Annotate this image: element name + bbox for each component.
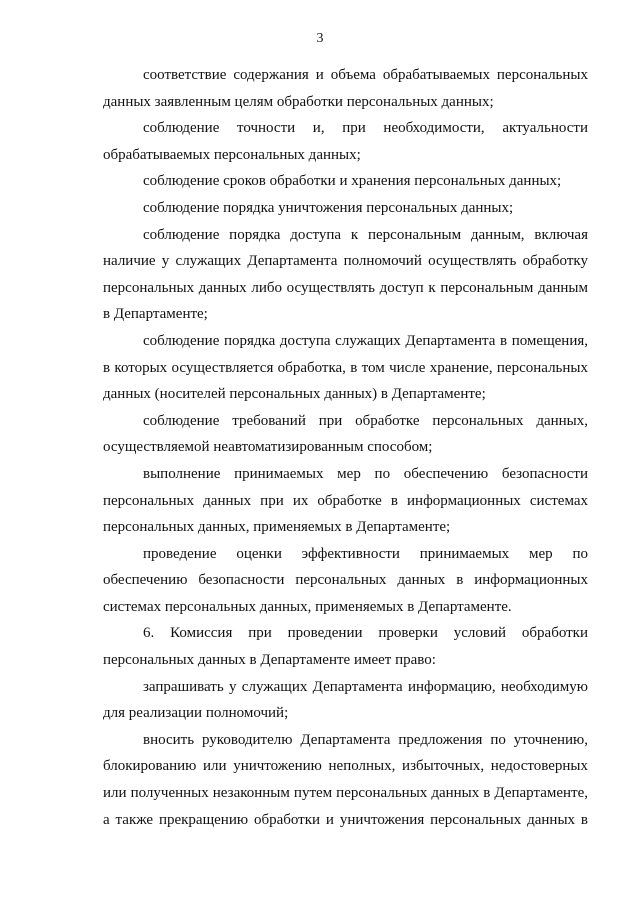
paragraph: запрашивать у служащих Департамента информацию, необходимую для реализации полномочий; xyxy=(103,678,588,722)
paragraph: соблюдение сроков обработки и хранения персональных данных; xyxy=(143,173,562,190)
paragraph: соответствие содержания и объема обрабатываемых персональных данных заявленным целям обработки персональных данных; xyxy=(103,67,588,110)
page-number: 3 xyxy=(316,31,324,46)
paragraph: соблюдение точности и, при необходимости, актуальности обрабатываемых персональных данных; xyxy=(103,120,588,163)
paragraph: соблюдение требований при обработке персональных данных, осуществляемой неавтоматизированным способом; xyxy=(103,412,588,456)
paragraph: соблюдение порядка доступа служащих Департамента в помещения, в которых осуществляется обработка, в том числе хранение, персональных данных (носителей персональных данных) в Департаменте; xyxy=(103,332,588,403)
section-6-paragraph: 6. Комиссия при проведении проверки условий обработки персональных данных в Департаменте имеет право: xyxy=(103,625,588,669)
paragraph: выполнение принимаемых мер по обеспечению безопасности персональных данных при их обработке в информационных системах персональных данных, применяемых в Департаменте; xyxy=(103,465,588,536)
paragraph: соблюдение порядка доступа к персональным данным, включая наличие у служащих Департамента полномочий осуществлять обработку персональных данных либо осуществлять доступ к персональным данным в Департаменте; xyxy=(103,226,588,323)
paragraph-continued: вносить руководителю Департамента предложения по уточнению, блокированию или уничтожению неполных, избыточных, недостоверных или полученных незаконным путем персональных данных в Департаменте, а также прекращению обработки и уничтожения персональных данных в xyxy=(103,731,588,828)
paragraph: проведение оценки эффективности принимаемых мер по обеспечению безопасности персональных данных в информационных системах персональных данных, применяемых в Департаменте. xyxy=(103,545,588,615)
paragraph: соблюдение порядка уничтожения персональных данных; xyxy=(143,199,514,216)
document-body xyxy=(103,62,588,833)
